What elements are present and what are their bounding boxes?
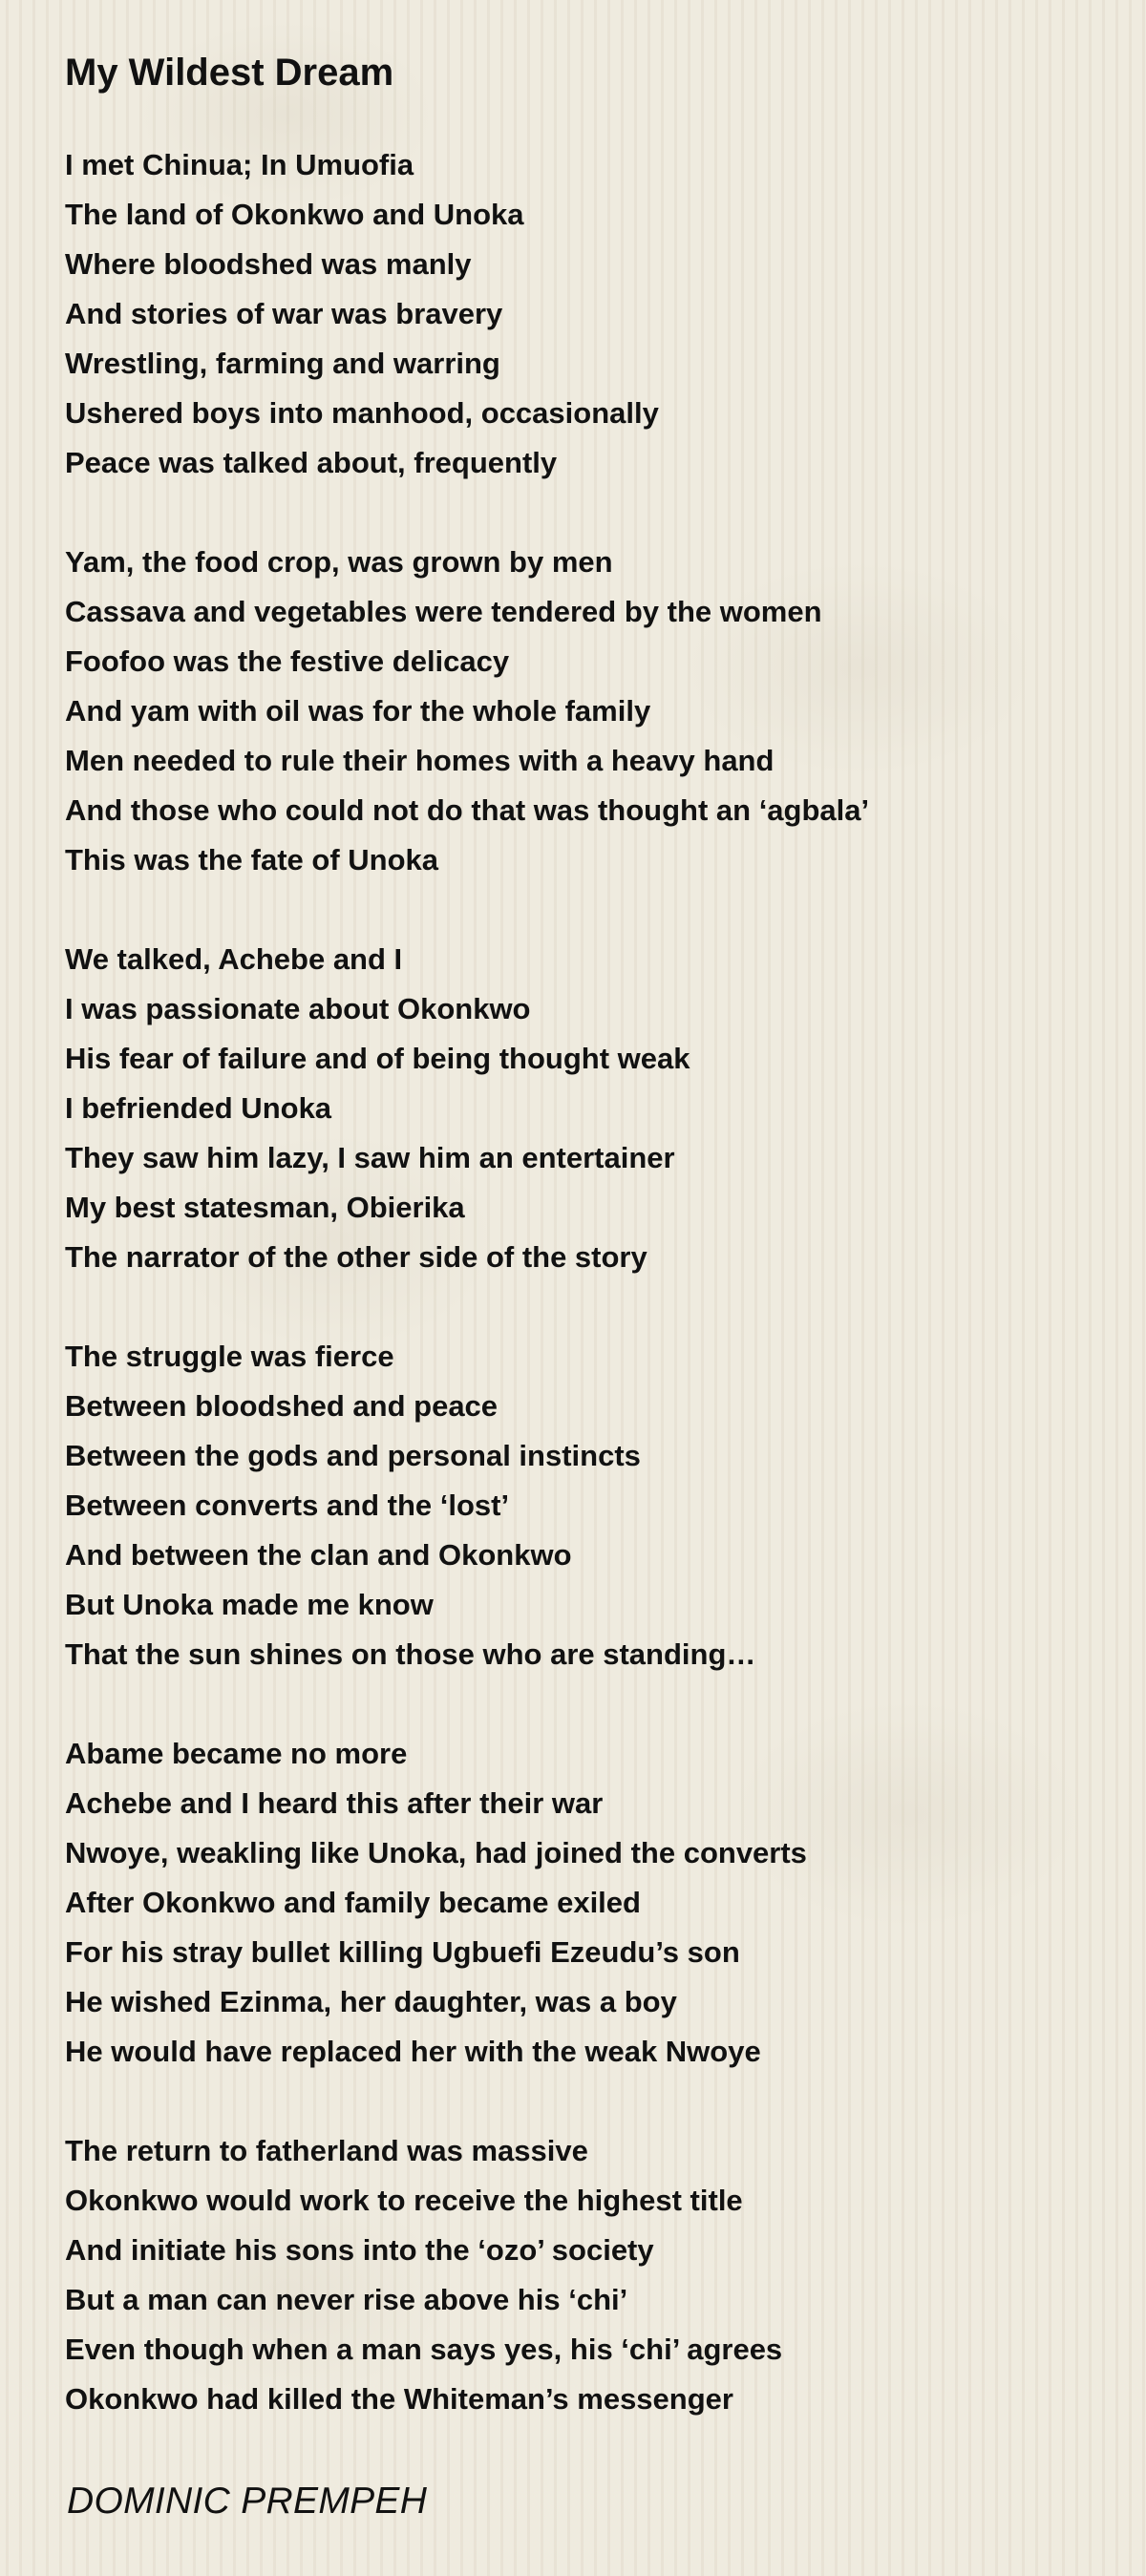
poem-line: Okonkwo had killed the Whiteman’s messenger xyxy=(65,2382,733,2416)
poem-line: Wrestling, farming and warring xyxy=(65,347,500,380)
poem-title: My Wildest Dream xyxy=(65,52,394,94)
poem-line: The land of Okonkwo and Unoka xyxy=(65,198,524,231)
poem-line: He wished Ezinma, her daughter, was a boy xyxy=(65,1985,677,2018)
poem-line: Nwoye, weakling like Unoka, had joined the converts xyxy=(65,1836,807,1869)
poem-line: Between converts and the ‘lost’ xyxy=(65,1489,510,1522)
poem-line: Between the gods and personal instincts xyxy=(65,1439,641,1472)
poem-line: I met Chinua; In Umuofia xyxy=(65,148,414,181)
poem-line: For his stray bullet killing Ugbuefi Ezeudu’s son xyxy=(65,1935,740,1969)
poem-line: Yam, the food crop, was grown by men xyxy=(65,545,613,579)
poem-line: And between the clan and Okonkwo xyxy=(65,1538,572,1572)
poem-line: Even though when a man says yes, his ‘chi’ agrees xyxy=(65,2333,783,2366)
poem-line: And yam with oil was for the whole family xyxy=(65,694,651,728)
poem-line: After Okonkwo and family became exiled xyxy=(65,1886,641,1919)
poem-line: He would have replaced her with the weak Nwoye xyxy=(65,2035,761,2068)
poem-line: And initiate his sons into the ‘ozo’ society xyxy=(65,2233,654,2267)
poem-line: And stories of war was bravery xyxy=(65,297,503,330)
poem-line: I befriended Unoka xyxy=(65,1091,332,1125)
poem-line: But a man can never rise above his ‘chi’ xyxy=(65,2283,628,2316)
stanza xyxy=(65,2126,1096,2424)
poem-author: DOMINIC PREMPEH xyxy=(67,2481,428,2522)
stanza xyxy=(65,1332,1096,1679)
poem-line: Ushered boys into manhood, occasionally xyxy=(65,396,659,430)
poem-line: Okonkwo would work to receive the highest title xyxy=(65,2184,743,2217)
stanza xyxy=(65,538,1096,885)
stanza xyxy=(65,140,1096,488)
poem-line: The struggle was fierce xyxy=(65,1340,394,1373)
poem-line: Abame became no more xyxy=(65,1737,408,1770)
poem-line: And those who could not do that was thought an ‘agbala’ xyxy=(65,793,870,827)
stanza xyxy=(65,935,1096,1282)
poem-line: The narrator of the other side of the story xyxy=(65,1240,647,1274)
poem-line: The return to fatherland was massive xyxy=(65,2134,588,2167)
poem-line: We talked, Achebe and I xyxy=(65,942,403,976)
poem-line: Between bloodshed and peace xyxy=(65,1389,499,1423)
poem-line: Cassava and vegetables were tendered by the women xyxy=(65,595,822,628)
poem-line: Achebe and I heard this after their war xyxy=(65,1786,604,1820)
poem-line: That the sun shines on those who are standing… xyxy=(65,1637,756,1671)
poem-line: Peace was talked about, frequently xyxy=(65,446,558,479)
poem-line: Where bloodshed was manly xyxy=(65,247,472,281)
poem-line: My best statesman, Obierika xyxy=(65,1191,465,1224)
poem-line: His fear of failure and of being thought weak xyxy=(65,1042,690,1075)
poem-line: Men needed to rule their homes with a heavy hand xyxy=(65,744,775,777)
poem-line: I was passionate about Okonkwo xyxy=(65,992,531,1025)
poem-line: But Unoka made me know xyxy=(65,1588,434,1621)
poem-body xyxy=(65,140,1096,2424)
stanza xyxy=(65,1729,1096,2077)
poem-line: Foofoo was the festive delicacy xyxy=(65,644,510,678)
poem-page xyxy=(65,48,1096,2474)
poem-line: They saw him lazy, I saw him an entertainer xyxy=(65,1141,675,1174)
poem-line: This was the fate of Unoka xyxy=(65,843,439,876)
